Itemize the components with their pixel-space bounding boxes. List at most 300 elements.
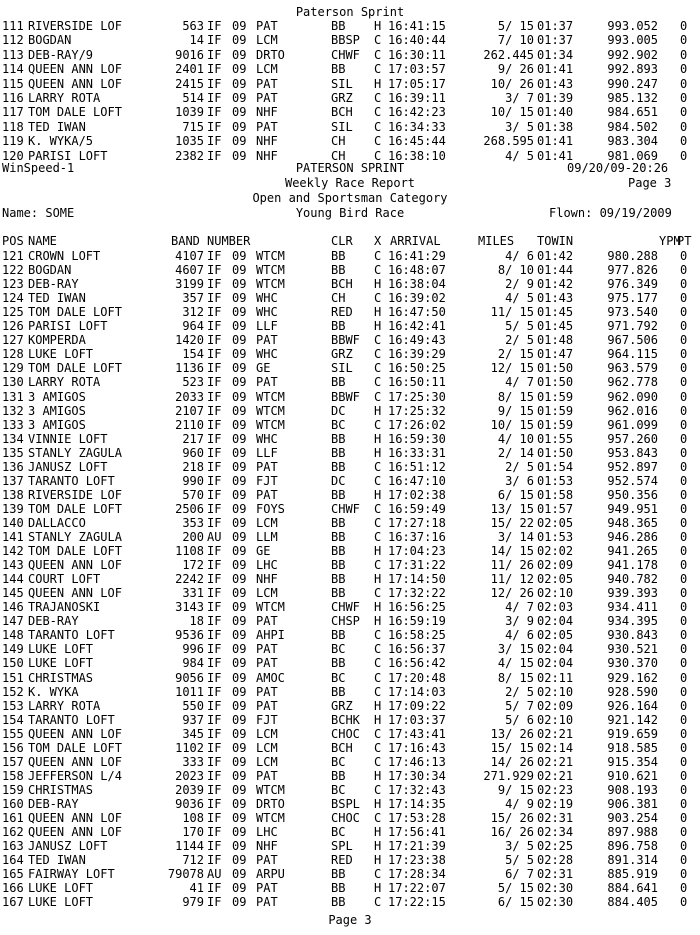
table-cell: 09 <box>232 586 247 601</box>
table-cell: IF <box>207 459 222 474</box>
table-cell: AMOC <box>256 670 285 685</box>
table-cell: 09 <box>232 47 247 62</box>
table-cell: BB <box>331 867 346 882</box>
table-cell: 5/ 7 <box>505 698 534 713</box>
table-cell: 17:14:03 <box>388 684 446 699</box>
table-cell: 514 <box>182 91 204 105</box>
table-cell: LARRY ROTA <box>28 698 101 713</box>
table-cell: 01:40 <box>537 105 574 120</box>
table-cell: DRTO <box>256 47 285 62</box>
table-cell: 0 <box>680 698 688 713</box>
table-cell: 9016 <box>175 47 204 62</box>
table-cell: 17:32:43 <box>388 782 446 797</box>
table-cell: 17:26:02 <box>388 417 446 432</box>
table-cell: 897.988 <box>607 825 658 840</box>
table-cell: PAT <box>256 698 278 713</box>
table-cell: 123 <box>2 277 24 292</box>
table-cell: 262.445 <box>483 47 534 62</box>
table-cell: BB <box>331 375 346 390</box>
table-cell: WHC <box>256 347 278 362</box>
table-cell: CHRISTMAS <box>28 782 94 797</box>
table-cell: 09 <box>232 76 247 91</box>
table-cell: 0 <box>680 726 688 741</box>
table-row <box>0 643 700 656</box>
table-cell: LCM <box>256 62 278 77</box>
table-cell: PAT <box>256 656 278 671</box>
table-cell: 16:42:41 <box>388 319 446 334</box>
table-cell: 01:37 <box>537 33 574 48</box>
table-cell: C <box>374 642 382 657</box>
table-cell: 0 <box>680 347 688 362</box>
table-cell: 09 <box>232 656 247 671</box>
table-cell: 8/ 15 <box>497 389 534 404</box>
table-cell: 141 <box>2 530 24 544</box>
table-cell: 09 <box>232 347 247 362</box>
col-band: BAND <box>171 234 200 248</box>
table-cell: WTCM <box>256 249 285 263</box>
table-cell: 135 <box>2 445 24 460</box>
table-cell: BB <box>331 459 346 474</box>
table-cell: WTCM <box>256 782 285 797</box>
table-cell: 0 <box>680 19 688 33</box>
table-cell: 331 <box>182 586 204 601</box>
table-cell: C <box>374 684 382 699</box>
col-miles: MILES <box>478 234 515 248</box>
table-cell: 3199 <box>175 277 204 292</box>
table-cell: WTCM <box>256 403 285 418</box>
table-cell: 992.893 <box>607 62 658 77</box>
table-cell: 16:59:19 <box>388 614 446 629</box>
table-cell: 3/ 15 <box>497 642 534 657</box>
table-cell: 122 <box>2 263 24 278</box>
table-cell: H <box>374 796 382 811</box>
table-cell: LCM <box>256 33 278 48</box>
table-cell: 2039 <box>175 782 204 797</box>
table-cell: C <box>374 501 382 516</box>
table-cell: 16:34:33 <box>388 119 446 134</box>
table-cell: 4/ 6 <box>505 249 534 263</box>
table-cell: 0 <box>680 768 688 783</box>
table-row <box>0 770 700 783</box>
table-cell: 09 <box>232 628 247 643</box>
table-cell: 1011 <box>175 684 204 699</box>
table-cell: PAT <box>256 375 278 390</box>
table-cell: 01:41 <box>537 148 574 163</box>
table-cell: 116 <box>2 91 24 105</box>
table-cell: 0 <box>680 712 688 727</box>
table-cell: 166 <box>2 881 24 896</box>
table-cell: 9/ 15 <box>497 782 534 797</box>
table-cell: CROWN LOFT <box>28 249 101 263</box>
table-cell: IF <box>207 782 222 797</box>
table-cell: C <box>374 361 382 376</box>
table-cell: 0 <box>680 319 688 334</box>
table-row <box>0 826 700 839</box>
table-cell: H <box>374 403 382 418</box>
table-cell: SIL <box>331 76 353 91</box>
table-cell: H <box>374 600 382 615</box>
col-clr: CLR <box>331 234 353 248</box>
table-cell: 353 <box>182 515 204 530</box>
table-cell: 02:05 <box>537 628 574 643</box>
table-cell: 16:41:29 <box>388 249 446 263</box>
table-cell: 949.951 <box>607 501 658 516</box>
table-cell: QUEEN ANN LOF <box>28 811 122 825</box>
table-cell: 14 <box>189 33 204 48</box>
table-cell: 3 AMIGOS <box>28 417 86 432</box>
table-cell: 962.090 <box>607 389 658 404</box>
table-cell: 01:41 <box>537 62 574 77</box>
table-cell: AU <box>207 530 222 544</box>
table-cell: 02:04 <box>537 642 574 657</box>
table-cell: C <box>374 249 382 263</box>
club-name: PATERSON SPRINT <box>295 161 405 175</box>
table-cell: 17:56:41 <box>388 825 446 840</box>
table-cell: 2/ 9 <box>505 277 534 292</box>
table-cell: LARRY ROTA <box>28 91 101 105</box>
table-cell: 0 <box>680 47 688 62</box>
table-cell: 523 <box>182 375 204 390</box>
table-cell: 983.304 <box>607 134 658 149</box>
table-cell: 0 <box>680 305 688 320</box>
table-cell: 11/ 26 <box>490 558 534 573</box>
table-cell: QUEEN ANN LOF <box>28 825 122 840</box>
table-cell: 01:42 <box>537 277 574 292</box>
table-cell: QUEEN ANN LOF <box>28 558 122 573</box>
table-cell: 02:21 <box>537 726 574 741</box>
table-row <box>0 756 700 769</box>
table-cell: 17:21:39 <box>388 839 446 854</box>
table-row <box>0 531 700 544</box>
table-cell: 0 <box>680 91 688 105</box>
table-cell: 984.502 <box>607 119 658 134</box>
table-cell: IF <box>207 361 222 376</box>
table-cell: TOM DALE LOFT <box>28 544 122 559</box>
table-cell: 128 <box>2 347 24 362</box>
table-cell: LLF <box>256 445 278 460</box>
table-cell: IF <box>207 487 222 502</box>
table-cell: H <box>374 277 382 292</box>
table-cell: 09 <box>232 148 247 163</box>
table-cell: 934.395 <box>607 614 658 629</box>
table-cell: BB <box>331 319 346 334</box>
table-row <box>0 92 700 105</box>
table-row <box>0 629 700 642</box>
table-cell: 5/ 5 <box>505 853 534 868</box>
table-cell: RED <box>331 853 353 868</box>
table-cell: BBSP <box>331 33 360 48</box>
table-cell: CHOC <box>331 726 360 741</box>
table-cell: 09 <box>232 333 247 348</box>
table-cell: 950.356 <box>607 487 658 502</box>
table-cell: 140 <box>2 515 24 530</box>
table-cell: PAT <box>256 459 278 474</box>
table-cell: 9056 <box>175 670 204 685</box>
table-cell: IF <box>207 47 222 62</box>
table-cell: 14/ 26 <box>490 754 534 769</box>
table-cell: 01:45 <box>537 319 574 334</box>
table-cell: IF <box>207 91 222 105</box>
table-cell: PAT <box>256 333 278 348</box>
table-row <box>0 63 700 76</box>
table-cell: 151 <box>2 670 24 685</box>
table-cell: LLF <box>256 319 278 334</box>
col-pos: POS <box>2 234 24 248</box>
table-row <box>0 686 700 699</box>
table-cell: 4/ 7 <box>505 600 534 615</box>
table-cell: 167 <box>2 895 24 910</box>
table-cell: 930.521 <box>607 642 658 657</box>
table-cell: 16:50:25 <box>388 361 446 376</box>
table-cell: BB <box>331 656 346 671</box>
table-cell: BB <box>331 895 346 910</box>
table-cell: 17:02:38 <box>388 487 446 502</box>
table-cell: 09 <box>232 263 247 278</box>
table-cell: 09 <box>232 403 247 418</box>
table-cell: LARRY ROTA <box>28 375 101 390</box>
table-cell: C <box>374 782 382 797</box>
table-cell: 17:31:22 <box>388 558 446 573</box>
table-row <box>0 306 700 319</box>
table-cell: IF <box>207 656 222 671</box>
table-cell: H <box>374 76 382 91</box>
table-cell: IF <box>207 515 222 530</box>
table-row <box>0 896 700 909</box>
table-cell: 2110 <box>175 417 204 432</box>
table-row <box>0 601 700 614</box>
table-row <box>0 106 700 119</box>
table-cell: 946.286 <box>607 530 658 544</box>
table-cell: 4/ 5 <box>505 148 534 163</box>
page-title: Paterson Sprint <box>295 5 405 19</box>
table-cell: 896.758 <box>607 839 658 854</box>
table-cell: C <box>374 105 382 120</box>
table-cell: 16:56:42 <box>388 656 446 671</box>
table-cell: 01:57 <box>537 501 574 516</box>
table-cell: 136 <box>2 459 24 474</box>
table-cell: 17:30:34 <box>388 768 446 783</box>
table-cell: DEB-RAY <box>28 796 79 811</box>
table-cell: PAT <box>256 684 278 699</box>
table-cell: 0 <box>680 867 688 882</box>
col-arrival: ARRIVAL <box>390 234 441 248</box>
table-cell: 01:59 <box>537 417 574 432</box>
table-cell: BOGDAN <box>28 263 72 278</box>
table-cell: TOM DALE LOFT <box>28 105 122 120</box>
table-cell: H <box>374 712 382 727</box>
table-cell: FAIRWAY LOFT <box>28 867 115 882</box>
table-cell: QUEEN ANN LOF <box>28 586 122 601</box>
table-cell: LCM <box>256 586 278 601</box>
table-cell: 6/ 15 <box>497 895 534 910</box>
table-cell: C <box>374 740 382 755</box>
table-cell: 0 <box>680 263 688 278</box>
table-cell: IF <box>207 417 222 432</box>
table-cell: C <box>374 726 382 741</box>
table-cell: H <box>374 305 382 320</box>
table-cell: 903.254 <box>607 811 658 825</box>
table-cell: 02:23 <box>537 782 574 797</box>
table-cell: 09 <box>232 572 247 587</box>
table-cell: 891.314 <box>607 853 658 868</box>
table-cell: 0 <box>680 515 688 530</box>
table-cell: 154 <box>182 347 204 362</box>
table-row <box>0 419 700 432</box>
table-cell: 16:48:07 <box>388 263 446 278</box>
table-cell: 16:50:11 <box>388 375 446 390</box>
table-cell: IF <box>207 614 222 629</box>
table-cell: 16:39:11 <box>388 91 446 105</box>
table-cell: 16:37:16 <box>388 530 446 544</box>
table-cell: 108 <box>182 811 204 825</box>
table-cell: IF <box>207 558 222 573</box>
table-cell: GRZ <box>331 347 353 362</box>
table-cell: 120 <box>2 148 24 163</box>
table-cell: PAT <box>256 76 278 91</box>
table-cell: 15/ 26 <box>490 811 534 825</box>
table-cell: BBWF <box>331 389 360 404</box>
table-cell: QUEEN ANN LOF <box>28 62 122 77</box>
table-cell: PAT <box>256 487 278 502</box>
table-cell: 4/ 15 <box>497 656 534 671</box>
table-cell: 130 <box>2 375 24 390</box>
table-cell: C <box>374 628 382 643</box>
table-cell: 09 <box>232 33 247 48</box>
table-cell: PAT <box>256 119 278 134</box>
table-cell: 6/ 7 <box>505 867 534 882</box>
table-row <box>0 728 700 741</box>
table-cell: IF <box>207 76 222 91</box>
table-cell: IF <box>207 768 222 783</box>
table-cell: 01:47 <box>537 347 574 362</box>
table-cell: GE <box>256 361 271 376</box>
table-cell: 0 <box>680 148 688 163</box>
table-cell: GRZ <box>331 91 353 105</box>
table-cell: CHWF <box>331 600 360 615</box>
table-cell: 0 <box>680 839 688 854</box>
table-cell: PAT <box>256 895 278 910</box>
table-cell: DC <box>331 473 346 488</box>
table-cell: 09 <box>232 361 247 376</box>
table-cell: TARANTO LOFT <box>28 712 115 727</box>
table-cell: 952.897 <box>607 459 658 474</box>
table-row <box>0 672 700 685</box>
table-cell: 940.782 <box>607 572 658 587</box>
table-cell: 10/ 15 <box>490 417 534 432</box>
table-cell: 09 <box>232 62 247 77</box>
table-cell: 01:42 <box>537 249 574 263</box>
table-cell: IF <box>207 811 222 825</box>
table-cell: 16:33:31 <box>388 445 446 460</box>
table-cell: RED <box>331 305 353 320</box>
table-cell: 200 <box>182 530 204 544</box>
table-cell: 0 <box>680 403 688 418</box>
table-cell: 0 <box>680 881 688 896</box>
table-cell: C <box>374 811 382 825</box>
table-cell: 09 <box>232 473 247 488</box>
table-cell: 0 <box>680 642 688 657</box>
table-cell: 2242 <box>175 572 204 587</box>
table-cell: 02:21 <box>537 754 574 769</box>
table-cell: VINNIE LOFT <box>28 431 108 446</box>
table-cell: LUKE LOFT <box>28 642 94 657</box>
table-cell: 17:25:30 <box>388 389 446 404</box>
table-cell: 9/ 15 <box>497 403 534 418</box>
table-cell: WHC <box>256 291 278 306</box>
table-cell: 964 <box>182 319 204 334</box>
table-cell: BOGDAN <box>28 33 72 48</box>
table-cell: CHSP <box>331 614 360 629</box>
table-cell: 980.288 <box>607 249 658 263</box>
table-cell: 02:04 <box>537 614 574 629</box>
flown-date: Flown: 09/19/2009 <box>549 206 672 220</box>
table-cell: C <box>374 33 382 48</box>
table-row <box>0 798 700 811</box>
table-cell: 16:30:11 <box>388 47 446 62</box>
table-cell: JEFFERSON L/4 <box>28 768 122 783</box>
table-cell: 01:53 <box>537 473 574 488</box>
table-cell: NHF <box>256 105 278 120</box>
table-cell: IF <box>207 62 222 77</box>
table-cell: DEB-RAY <box>28 277 79 292</box>
table-cell: 906.381 <box>607 796 658 811</box>
table-cell: 09 <box>232 782 247 797</box>
table-cell: 09 <box>232 825 247 840</box>
table-cell: IF <box>207 389 222 404</box>
table-cell: 143 <box>2 558 24 573</box>
table-row <box>0 615 700 628</box>
table-cell: 09 <box>232 487 247 502</box>
table-cell: NHF <box>256 148 278 163</box>
table-cell: 09 <box>232 768 247 783</box>
table-cell: 3/ 5 <box>505 839 534 854</box>
table-cell: BB <box>331 558 346 573</box>
table-row <box>0 559 700 572</box>
table-cell: BCH <box>331 740 353 755</box>
table-cell: C <box>374 670 382 685</box>
table-cell: 16:56:37 <box>388 642 446 657</box>
table-cell: 09 <box>232 305 247 320</box>
table-cell: 154 <box>2 712 24 727</box>
table-cell: 164 <box>2 853 24 868</box>
table-cell: GRZ <box>331 698 353 713</box>
table-cell: 144 <box>2 572 24 587</box>
table-cell: 01:54 <box>537 459 574 474</box>
table-cell: DC <box>331 403 346 418</box>
table-cell: 148 <box>2 628 24 643</box>
table-cell: PAT <box>256 768 278 783</box>
table-cell: 09 <box>232 501 247 516</box>
software-name: WinSpeed-1 <box>2 161 75 175</box>
table-cell: 17:27:18 <box>388 515 446 530</box>
table-cell: NHF <box>256 134 278 149</box>
table-cell: 2401 <box>175 62 204 77</box>
table-cell: ARPU <box>256 867 285 882</box>
table-cell: 4/ 9 <box>505 796 534 811</box>
table-cell: BB <box>331 586 346 601</box>
table-cell: 165 <box>2 867 24 882</box>
page-footer: Page 3 <box>328 913 372 927</box>
table-cell: 934.411 <box>607 600 658 615</box>
table-cell: 4/ 10 <box>497 431 534 446</box>
col-x: X <box>374 234 382 248</box>
table-cell: COURT LOFT <box>28 572 101 587</box>
table-row <box>0 882 700 895</box>
table-cell: 127 <box>2 333 24 348</box>
table-cell: 02:03 <box>537 600 574 615</box>
table-row <box>0 135 700 148</box>
table-cell: 79078 <box>167 867 204 882</box>
